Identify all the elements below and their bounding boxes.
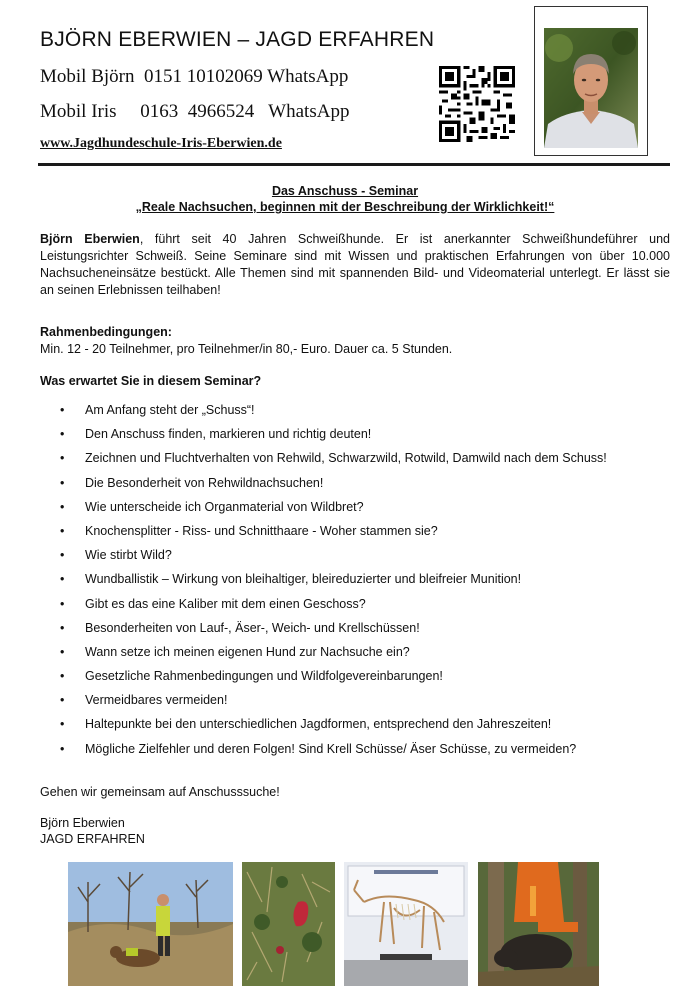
seminar-title: Das Anschuss - Seminar	[271, 184, 419, 198]
conditions-text: Min. 12 - 20 Teilnehmer, pro Teilnehmer/in 80,- Euro. Dauer ca. 5 Stunden.	[40, 342, 453, 356]
bullet-icon: •	[60, 596, 65, 611]
bullet-icon: •	[60, 403, 65, 417]
list-item: • Knochensplitter - Riss- und Schnitthaare - Woher stammen sie?	[40, 519, 680, 543]
photo-ground-finding	[242, 862, 335, 986]
list-item: • Wann setze ich meinen eigenen Hund zur Nachsuche ein?	[40, 640, 680, 664]
mobile-number-iris: Mobil Iris 0163 4966524 WhatsApp	[40, 101, 350, 122]
seminar-subtitle: „Reale Nachsuchen, beginnen mit der Beschreibung der Wirklichkeit!“	[135, 200, 555, 214]
intro-name: Björn Eberwien	[40, 232, 140, 246]
intro-paragraph	[40, 231, 670, 299]
list-item: • Wie stirbt Wild?	[40, 543, 680, 567]
mobile-number-bjoern: Mobil Björn 0151 10102069 WhatsApp	[40, 66, 349, 87]
list-item: • Wundballistik – Wirkung von bleihaltiger, bleireduzierter und bleifreier Munition!	[40, 567, 680, 591]
list-item: • Haltepunkte bei den unterschiedlichen Jagdformen, entsprechend den Jahreszeiten!	[40, 712, 680, 736]
bullet-icon: •	[60, 523, 65, 538]
list-item: • Die Besonderheit von Rehwildnachsuchen!	[40, 471, 680, 495]
list-item: • Besonderheiten von Lauf-, Äser-, Weich- und Krellschüssen!	[40, 616, 680, 640]
portrait-photo	[544, 28, 638, 148]
list-item: • Mögliche Zielfehler und deren Folgen! Sind Krell Schüsse/ Äser Schüsse, zu vermeiden?	[40, 737, 680, 761]
portrait-frame	[534, 6, 648, 156]
conditions-heading: Rahmenbedingungen:	[40, 325, 172, 339]
header-divider	[38, 163, 670, 166]
header-title: BJÖRN EBERWIEN – JAGD ERFAHREN	[40, 28, 435, 51]
bullet-icon: •	[60, 451, 65, 466]
expect-heading: Was erwartet Sie in diesem Seminar?	[40, 374, 262, 388]
photo-skeleton-model	[344, 862, 468, 986]
list-item: • Gesetzliche Rahmenbedingungen und Wildfolgevereinbarungen!	[40, 664, 680, 688]
bullet-icon: •	[60, 572, 65, 587]
bullet-icon: •	[60, 693, 65, 708]
bullet-icon: •	[60, 475, 65, 490]
signature-name: Björn Eberwien	[40, 816, 125, 830]
photo-hunter-with-boar	[478, 862, 599, 986]
bullet-icon: •	[60, 741, 65, 756]
list-item: • Den Anschuss finden, markieren und richtig deuten!	[40, 422, 680, 446]
list-item: • Gibt es das eine Kaliber mit dem einen Geschoss?	[40, 592, 680, 616]
expect-list	[40, 398, 680, 761]
list-item: • Wie unterscheide ich Organmaterial von Wildbret?	[40, 495, 680, 519]
bullet-icon: •	[60, 717, 65, 732]
bullet-icon: •	[60, 644, 65, 659]
bullet-icon: •	[60, 427, 65, 442]
bullet-icon: •	[60, 499, 65, 514]
list-item: • Vermeidbares vermeiden!	[40, 688, 680, 712]
website-link[interactable]: www.Jagdhundeschule-Iris-Eberwien.de	[40, 136, 282, 151]
closing-text: Gehen wir gemeinsam auf Anschusssuche!	[40, 785, 280, 799]
bullet-icon: •	[60, 669, 65, 684]
list-item: • Am Anfang steht der „Schuss“!	[40, 398, 680, 422]
bullet-icon: •	[60, 548, 65, 563]
bullet-icon: •	[60, 620, 65, 635]
photo-hunter-with-dog	[68, 862, 233, 986]
signature-brand: JAGD ERFAHREN	[40, 832, 145, 846]
list-item: • Zeichnen und Fluchtverhalten von Rehwild, Schwarzwild, Rotwild, Damwild nach dem Schuss!	[40, 446, 680, 470]
qr-code-icon	[439, 66, 515, 142]
intro-text: , führt seit 40 Jahren Schweißhunde. Er ist anerkannter Schweißhundeführer und Leistungsrichter Schweiß. Seine Seminare sind mit Wissen und praktischen Erfahrungen von über 10.000 Nachsucheneinsätze bestückt. Alle Themen sind mit spannenden Bild- und Videomaterial unterlegt. Er lässt sie an seinen Erlebnissen teilhaben!	[40, 232, 670, 297]
